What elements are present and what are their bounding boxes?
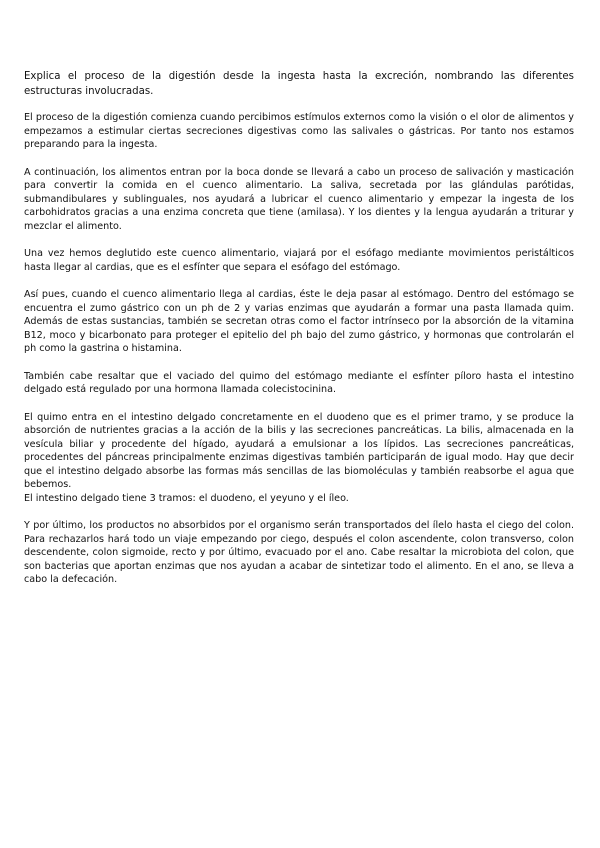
paragraph-pylorus: También cabe resaltar que el vaciado del quimo del estómago mediante el esfínter píloro hasta el intestino delgado está regulado por una hormona llamada colecistocinina. bbox=[24, 370, 574, 395]
paragraph-colon: Y por último, los productos no absorbidos por el organismo serán transportados del ílelo hasta el ciego del colon. Para rechazarlos hará todo un viaje empezando por ciego, después el colon ascendente, colon transverso, colon descendente, colon sigmoide, recto y por último, evacuado por el ano. Cabe resaltar la microbiota del colon, que son bacterias que aportan enzimas que nos ayudan a acabar de sintetizar todo el alimento. En el ano, se lleva a cabo la defecación. bbox=[24, 520, 574, 585]
document-page bbox=[24, 70, 574, 601]
paragraph-stomach: Así pues, cuando el cuenco alimentario llega al cardias, éste le deja pasar al estómago. Dentro del estómago se encuentra el zumo gástrico con un ph de 2 y varias enzimas que ayudarán a formar una pasta llamada quim. Además de estas sustancias, también se secretan otras como el factor intrínseco por la absorción de la vitamina B12, moco y bicarbonato para proteger el epitelio del ph bajo del zumo gástrico, y hormonas que controlarán el ph como la gastrina o histamina. bbox=[24, 289, 574, 354]
paragraph-intestine-sections: El intestino delgado tiene 3 tramos: el duodeno, el yeyuno y el íleo. bbox=[24, 492, 349, 504]
paragraph-mouth: A continuación, los alimentos entran por la boca donde se llevará a cabo un proceso de salivación y masticación para convertir la comida en el cuenco alimentario. La saliva, secretada por las glándulas parótidas, submandibulares y sublinguales, nos ayudará a lubricar el cuenco alimentario y empezar la ingesta de los carbohidratos gracias a una enzima concreta que tiene (amilasa). Y los dientes y la lengua ayudarán a triturar y mezclar el alimento. bbox=[24, 166, 574, 232]
question-text: Explica el proceso de la digestión desde la ingesta hasta la excreción, nombrando las diferentes estructuras involucradas. bbox=[24, 71, 574, 97]
paragraph-intro: El proceso de la digestión comienza cuando percibimos estímulos externos como la visión o el olor de alimentos y empezamos a estimular ciertas secreciones digestivas como las salivales o gástricas. Por tanto nos estamos preparando para la ingesta. bbox=[24, 112, 574, 150]
paragraph-esophagus: Una vez hemos deglutido este cuenco alimentario, viajará por el esófago mediante movimientos peristálticos hasta llegar al cardias, que es el esfínter que separa el esófago del estómago. bbox=[24, 248, 574, 273]
paragraph-small-intestine: El quimo entra en el intestino delgado concretamente en el duodeno que es el primer tramo, y se produce la absorción de nutrientes gracias a la acción de la bilis y las secreciones pancreáticas. La bilis, almacenada en la vesícula biliar y procedente del hígado, ayudará a emulsionar a los lípidos. Las secreciones pancreáticas, procedentes del páncreas principalmente enzimas digestivas también participarán de igual modo. Hay que decir que el intestino delgado absorbe las formas más sencillas de las biomoléculas y también reabsorbe el agua que bebemos. bbox=[24, 411, 574, 490]
